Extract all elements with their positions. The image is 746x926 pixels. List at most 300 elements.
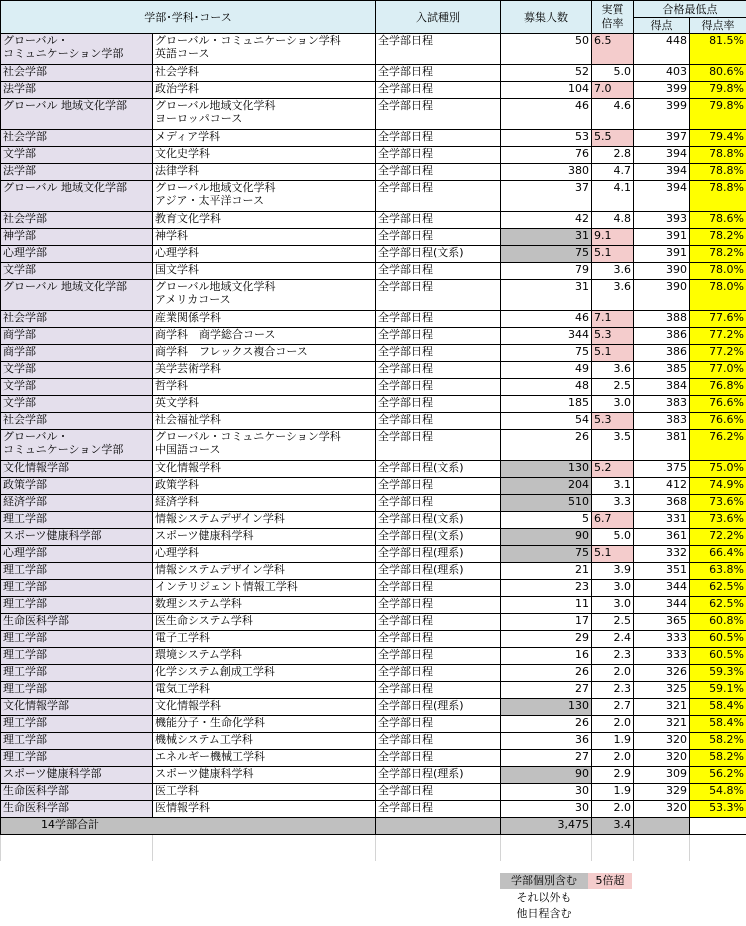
department-cell: スポーツ健康科学科 <box>153 529 376 546</box>
score-rate-cell: 58.4% <box>690 699 746 716</box>
ratio-cell: 5.0 <box>592 529 634 546</box>
score-rate-cell: 63.8% <box>690 563 746 580</box>
ratio-cell: 3.6 <box>592 263 634 280</box>
faculty-cell: グローバル・ コミュニケーション学部 <box>1 430 153 461</box>
faculty-cell: 社会学部 <box>1 212 153 229</box>
exam-type-cell: 全学部日程(理系) <box>376 699 501 716</box>
exam-type-cell: 全学部日程 <box>376 631 501 648</box>
exam-type-cell: 全学部日程(理系) <box>376 767 501 784</box>
table-row <box>1 311 746 328</box>
exam-type-cell: 全学部日程 <box>376 280 501 311</box>
capacity-cell: 90 <box>501 529 592 546</box>
table-row <box>1 580 746 597</box>
ratio-cell: 5.5 <box>592 130 634 147</box>
ratio-cell: 6.7 <box>592 512 634 529</box>
score-rate-cell: 60.5% <box>690 648 746 665</box>
table-row <box>1 529 746 546</box>
table-row <box>1 784 746 801</box>
ratio-cell: 3.0 <box>592 580 634 597</box>
score-rate-cell: 74.9% <box>690 478 746 495</box>
ratio-cell: 7.1 <box>592 311 634 328</box>
total-ratio: 3.4 <box>592 818 634 835</box>
exam-type-cell: 全学部日程 <box>376 784 501 801</box>
table-row <box>1 546 746 563</box>
capacity-cell: 36 <box>501 733 592 750</box>
faculty-cell: 文学部 <box>1 396 153 413</box>
score-rate-cell: 58.2% <box>690 733 746 750</box>
capacity-cell: 90 <box>501 767 592 784</box>
score-cell: 333 <box>634 631 690 648</box>
table-row <box>1 430 746 461</box>
department-cell: 機械システム工学科 <box>153 733 376 750</box>
score-cell: 391 <box>634 246 690 263</box>
table-row <box>1 682 746 699</box>
exam-type-cell: 全学部日程 <box>376 328 501 345</box>
capacity-cell: 27 <box>501 682 592 699</box>
score-cell: 394 <box>634 181 690 212</box>
ratio-cell: 7.0 <box>592 82 634 99</box>
score-rate-cell: 78.2% <box>690 229 746 246</box>
header-ratio-line1: 実質 <box>601 3 624 16</box>
ratio-cell: 2.5 <box>592 614 634 631</box>
ratio-cell: 4.7 <box>592 164 634 181</box>
score-cell: 383 <box>634 413 690 430</box>
score-cell: 344 <box>634 597 690 614</box>
score-rate-cell: 77.2% <box>690 345 746 362</box>
score-cell: 386 <box>634 345 690 362</box>
department-cell: 医工学科 <box>153 784 376 801</box>
department-cell: 心理学科 <box>153 246 376 263</box>
score-rate-cell: 72.2% <box>690 529 746 546</box>
ratio-cell: 2.0 <box>592 750 634 767</box>
exam-type-cell: 全学部日程 <box>376 263 501 280</box>
score-rate-cell: 78.6% <box>690 212 746 229</box>
exam-type-cell: 全学部日程 <box>376 65 501 82</box>
table-row <box>1 280 746 311</box>
score-cell: 320 <box>634 750 690 767</box>
department-cell: 電気工学科 <box>153 682 376 699</box>
department-cell: 政治学科 <box>153 82 376 99</box>
score-cell: 325 <box>634 682 690 699</box>
ratio-cell: 4.6 <box>592 99 634 130</box>
exam-type-cell: 全学部日程 <box>376 130 501 147</box>
table-row <box>1 263 746 280</box>
capacity-cell: 11 <box>501 597 592 614</box>
score-rate-cell: 59.3% <box>690 665 746 682</box>
score-rate-cell: 79.8% <box>690 99 746 130</box>
table-row <box>1 99 746 130</box>
score-cell: 329 <box>634 784 690 801</box>
exam-type-cell: 全学部日程 <box>376 311 501 328</box>
capacity-cell: 380 <box>501 164 592 181</box>
exam-type-cell: 全学部日程 <box>376 430 501 461</box>
department-cell: 国文学科 <box>153 263 376 280</box>
ratio-cell: 3.0 <box>592 597 634 614</box>
table-row <box>1 413 746 430</box>
table-row <box>1 750 746 767</box>
ratio-cell: 2.8 <box>592 147 634 164</box>
department-cell: 数理システム学科 <box>153 597 376 614</box>
total-capacity: 3,475 <box>501 818 592 835</box>
exam-type-cell: 全学部日程 <box>376 665 501 682</box>
score-cell: 385 <box>634 362 690 379</box>
exam-type-cell: 全学部日程 <box>376 379 501 396</box>
table-row <box>1 699 746 716</box>
score-cell: 326 <box>634 665 690 682</box>
exam-type-cell: 全学部日程 <box>376 478 501 495</box>
total-rate <box>690 818 746 835</box>
capacity-cell: 30 <box>501 784 592 801</box>
table-row <box>1 767 746 784</box>
faculty-cell: 法学部 <box>1 164 153 181</box>
capacity-cell: 75 <box>501 345 592 362</box>
faculty-cell: 理工学部 <box>1 631 153 648</box>
table-row <box>1 34 746 65</box>
capacity-cell: 37 <box>501 181 592 212</box>
department-cell: グローバル・コミュニケーション学科 英語コース <box>153 34 376 65</box>
capacity-cell: 48 <box>501 379 592 396</box>
score-rate-cell: 60.5% <box>690 631 746 648</box>
faculty-cell: 文学部 <box>1 379 153 396</box>
table-row <box>1 733 746 750</box>
capacity-cell: 79 <box>501 263 592 280</box>
table-row <box>1 665 746 682</box>
capacity-cell: 130 <box>501 461 592 478</box>
department-cell: 文化情報学科 <box>153 461 376 478</box>
table-row <box>1 147 746 164</box>
score-cell: 391 <box>634 229 690 246</box>
score-rate-cell: 62.5% <box>690 580 746 597</box>
header-score: 得点 <box>634 18 690 34</box>
score-cell: 320 <box>634 733 690 750</box>
table-row <box>1 512 746 529</box>
score-rate-cell: 78.0% <box>690 280 746 311</box>
faculty-cell: 社会学部 <box>1 65 153 82</box>
score-cell: 320 <box>634 801 690 818</box>
department-cell: 英文学科 <box>153 396 376 413</box>
department-cell: 法律学科 <box>153 164 376 181</box>
table-row <box>1 461 746 478</box>
capacity-cell: 53 <box>501 130 592 147</box>
score-rate-cell: 78.0% <box>690 263 746 280</box>
department-cell: メディア学科 <box>153 130 376 147</box>
exam-type-cell: 全学部日程 <box>376 801 501 818</box>
table-row <box>1 362 746 379</box>
score-cell: 321 <box>634 699 690 716</box>
department-cell: 商学科 フレックス複合コース <box>153 345 376 362</box>
exam-type-cell: 全学部日程 <box>376 99 501 130</box>
table-row <box>1 597 746 614</box>
score-cell: 351 <box>634 563 690 580</box>
score-rate-cell: 78.8% <box>690 164 746 181</box>
ratio-cell: 5.3 <box>592 413 634 430</box>
department-cell: グローバル・コミュニケーション学科 中国語コース <box>153 430 376 461</box>
faculty-cell: 理工学部 <box>1 648 153 665</box>
table-row <box>1 229 746 246</box>
total-type <box>376 818 501 835</box>
ratio-cell: 3.1 <box>592 478 634 495</box>
legend-pink: 5倍超 <box>588 873 632 889</box>
ratio-cell: 5.0 <box>592 65 634 82</box>
exam-type-cell: 全学部日程 <box>376 345 501 362</box>
table-row <box>1 631 746 648</box>
exam-type-cell: 全学部日程 <box>376 181 501 212</box>
faculty-cell: 商学部 <box>1 345 153 362</box>
table-row <box>1 164 746 181</box>
ratio-cell: 3.9 <box>592 563 634 580</box>
capacity-cell: 49 <box>501 362 592 379</box>
capacity-cell: 46 <box>501 99 592 130</box>
score-cell: 361 <box>634 529 690 546</box>
ratio-cell: 3.0 <box>592 396 634 413</box>
header-score-rate: 得点率 <box>690 18 746 34</box>
table-row <box>1 328 746 345</box>
table-row <box>1 246 746 263</box>
ratio-cell: 9.1 <box>592 229 634 246</box>
ratio-cell: 5.1 <box>592 546 634 563</box>
capacity-cell: 46 <box>501 311 592 328</box>
score-cell: 331 <box>634 512 690 529</box>
table-row <box>1 563 746 580</box>
ratio-cell: 4.1 <box>592 181 634 212</box>
score-cell: 397 <box>634 130 690 147</box>
faculty-cell: 文化情報学部 <box>1 461 153 478</box>
score-rate-cell: 75.0% <box>690 461 746 478</box>
exam-type-cell: 全学部日程 <box>376 733 501 750</box>
faculty-cell: 社会学部 <box>1 311 153 328</box>
ratio-cell: 5.1 <box>592 246 634 263</box>
score-cell: 394 <box>634 164 690 181</box>
exam-type-cell: 全学部日程 <box>376 682 501 699</box>
faculty-cell: 理工学部 <box>1 563 153 580</box>
score-cell: 332 <box>634 546 690 563</box>
faculty-cell: 文化情報学部 <box>1 699 153 716</box>
faculty-cell: グローバル 地域文化学部 <box>1 280 153 311</box>
faculty-cell: 文学部 <box>1 147 153 164</box>
header-ratio-line2: 倍率 <box>601 17 624 30</box>
score-rate-cell: 60.8% <box>690 614 746 631</box>
exam-type-cell: 全学部日程 <box>376 147 501 164</box>
capacity-cell: 23 <box>501 580 592 597</box>
score-cell: 386 <box>634 328 690 345</box>
score-rate-cell: 62.5% <box>690 597 746 614</box>
faculty-cell: 理工学部 <box>1 665 153 682</box>
department-cell: 文化史学科 <box>153 147 376 164</box>
score-cell: 368 <box>634 495 690 512</box>
exam-type-cell: 全学部日程 <box>376 750 501 767</box>
department-cell: 社会福祉学科 <box>153 413 376 430</box>
score-rate-cell: 79.8% <box>690 82 746 99</box>
table-row <box>1 379 746 396</box>
header-min-score: 合格最低点 <box>634 1 746 18</box>
faculty-cell: 社会学部 <box>1 413 153 430</box>
exam-type-cell: 全学部日程 <box>376 212 501 229</box>
score-rate-cell: 80.6% <box>690 65 746 82</box>
capacity-cell: 5 <box>501 512 592 529</box>
faculty-cell: スポーツ健康科学部 <box>1 767 153 784</box>
score-rate-cell: 78.8% <box>690 147 746 164</box>
faculty-cell: 理工学部 <box>1 733 153 750</box>
capacity-cell: 27 <box>501 750 592 767</box>
exam-type-cell: 全学部日程(文系) <box>376 246 501 263</box>
exam-type-cell: 全学部日程 <box>376 229 501 246</box>
department-cell: 電子工学科 <box>153 631 376 648</box>
score-rate-cell: 59.1% <box>690 682 746 699</box>
capacity-cell: 29 <box>501 631 592 648</box>
capacity-cell: 26 <box>501 430 592 461</box>
capacity-cell: 30 <box>501 801 592 818</box>
department-cell: 医生命システム学科 <box>153 614 376 631</box>
score-rate-cell: 76.2% <box>690 430 746 461</box>
capacity-cell: 76 <box>501 147 592 164</box>
exam-type-cell: 全学部日程 <box>376 614 501 631</box>
score-cell: 399 <box>634 82 690 99</box>
table-row <box>1 212 746 229</box>
faculty-cell: 経済学部 <box>1 495 153 512</box>
department-cell: 機能分子・生命化学科 <box>153 716 376 733</box>
ratio-cell: 2.7 <box>592 699 634 716</box>
score-cell: 365 <box>634 614 690 631</box>
table-row <box>1 130 746 147</box>
score-cell: 448 <box>634 34 690 65</box>
ratio-cell: 2.5 <box>592 379 634 396</box>
faculty-cell: 政策学部 <box>1 478 153 495</box>
department-cell: 文化情報学科 <box>153 699 376 716</box>
capacity-cell: 510 <box>501 495 592 512</box>
ratio-cell: 2.3 <box>592 648 634 665</box>
ratio-cell: 2.4 <box>592 631 634 648</box>
department-cell: 経済学科 <box>153 495 376 512</box>
capacity-cell: 26 <box>501 665 592 682</box>
total-label: 14学部合計 <box>1 818 376 835</box>
capacity-cell: 54 <box>501 413 592 430</box>
faculty-cell: 法学部 <box>1 82 153 99</box>
score-cell: 383 <box>634 396 690 413</box>
exam-type-cell: 全学部日程 <box>376 396 501 413</box>
capacity-cell: 31 <box>501 280 592 311</box>
exam-type-cell: 全学部日程(文系) <box>376 529 501 546</box>
exam-type-cell: 全学部日程 <box>376 648 501 665</box>
faculty-cell: 心理学部 <box>1 546 153 563</box>
department-cell: 心理学科 <box>153 546 376 563</box>
score-rate-cell: 76.6% <box>690 396 746 413</box>
ratio-cell: 5.2 <box>592 461 634 478</box>
exam-type-cell: 全学部日程 <box>376 716 501 733</box>
table-row <box>1 65 746 82</box>
faculty-cell: 心理学部 <box>1 246 153 263</box>
faculty-cell: 理工学部 <box>1 512 153 529</box>
ratio-cell: 3.3 <box>592 495 634 512</box>
exam-type-cell: 全学部日程 <box>376 495 501 512</box>
score-cell: 384 <box>634 379 690 396</box>
faculty-cell: 生命医科学部 <box>1 801 153 818</box>
ratio-cell: 6.5 <box>592 34 634 65</box>
department-cell: 情報システムデザイン学科 <box>153 563 376 580</box>
faculty-cell: 生命医科学部 <box>1 784 153 801</box>
exam-type-cell: 全学部日程 <box>376 580 501 597</box>
total-score <box>634 818 690 835</box>
table-row <box>1 345 746 362</box>
header-course: 学部･学科･コース <box>1 1 376 34</box>
capacity-cell: 21 <box>501 563 592 580</box>
score-cell: 375 <box>634 461 690 478</box>
exam-type-cell: 全学部日程 <box>376 34 501 65</box>
faculty-cell: 理工学部 <box>1 682 153 699</box>
table-row <box>1 181 746 212</box>
exam-type-cell: 全学部日程 <box>376 362 501 379</box>
faculty-cell: 文学部 <box>1 362 153 379</box>
table-row <box>1 648 746 665</box>
capacity-cell: 344 <box>501 328 592 345</box>
capacity-cell: 31 <box>501 229 592 246</box>
table-row <box>1 82 746 99</box>
department-cell: 産業関係学科 <box>153 311 376 328</box>
score-rate-cell: 73.6% <box>690 512 746 529</box>
capacity-cell: 16 <box>501 648 592 665</box>
ratio-cell: 3.6 <box>592 280 634 311</box>
score-rate-cell: 58.2% <box>690 750 746 767</box>
score-cell: 388 <box>634 311 690 328</box>
table-row <box>1 495 746 512</box>
score-rate-cell: 79.4% <box>690 130 746 147</box>
exam-type-cell: 全学部日程(文系) <box>376 461 501 478</box>
header-type: 入試種別 <box>376 1 501 34</box>
capacity-cell: 185 <box>501 396 592 413</box>
department-cell: 商学科 商学総合コース <box>153 328 376 345</box>
legend-gray: 学部個別含む <box>500 873 588 889</box>
faculty-cell: 理工学部 <box>1 750 153 767</box>
table-row <box>1 716 746 733</box>
department-cell: 化学システム創成工学科 <box>153 665 376 682</box>
faculty-cell: 理工学部 <box>1 597 153 614</box>
faculty-cell: 社会学部 <box>1 130 153 147</box>
capacity-cell: 75 <box>501 246 592 263</box>
ratio-cell: 4.8 <box>592 212 634 229</box>
department-cell: 社会学科 <box>153 65 376 82</box>
department-cell: 環境システム学科 <box>153 648 376 665</box>
score-rate-cell: 53.3% <box>690 801 746 818</box>
legend-note2: 他日程含む <box>516 907 572 920</box>
exam-type-cell: 全学部日程(文系) <box>376 512 501 529</box>
score-rate-cell: 77.2% <box>690 328 746 345</box>
header-ratio <box>592 1 634 34</box>
score-cell: 399 <box>634 99 690 130</box>
table-row <box>1 396 746 413</box>
faculty-cell: グローバル 地域文化学部 <box>1 99 153 130</box>
faculty-cell: 商学部 <box>1 328 153 345</box>
ratio-cell: 3.6 <box>592 362 634 379</box>
score-rate-cell: 77.0% <box>690 362 746 379</box>
table-body <box>1 34 746 818</box>
department-cell: インテリジェント情報工学科 <box>153 580 376 597</box>
score-cell: 309 <box>634 767 690 784</box>
faculty-cell: 神学部 <box>1 229 153 246</box>
score-rate-cell: 54.8% <box>690 784 746 801</box>
department-cell: グローバル地域文化学科 アメリカコース <box>153 280 376 311</box>
ratio-cell: 2.9 <box>592 767 634 784</box>
score-cell: 394 <box>634 147 690 164</box>
ratio-cell: 5.1 <box>592 345 634 362</box>
score-rate-cell: 58.4% <box>690 716 746 733</box>
score-cell: 381 <box>634 430 690 461</box>
score-rate-cell: 56.2% <box>690 767 746 784</box>
capacity-cell: 204 <box>501 478 592 495</box>
capacity-cell: 50 <box>501 34 592 65</box>
faculty-cell: 文学部 <box>1 263 153 280</box>
score-cell: 390 <box>634 263 690 280</box>
ratio-cell: 2.0 <box>592 801 634 818</box>
capacity-cell: 17 <box>501 614 592 631</box>
